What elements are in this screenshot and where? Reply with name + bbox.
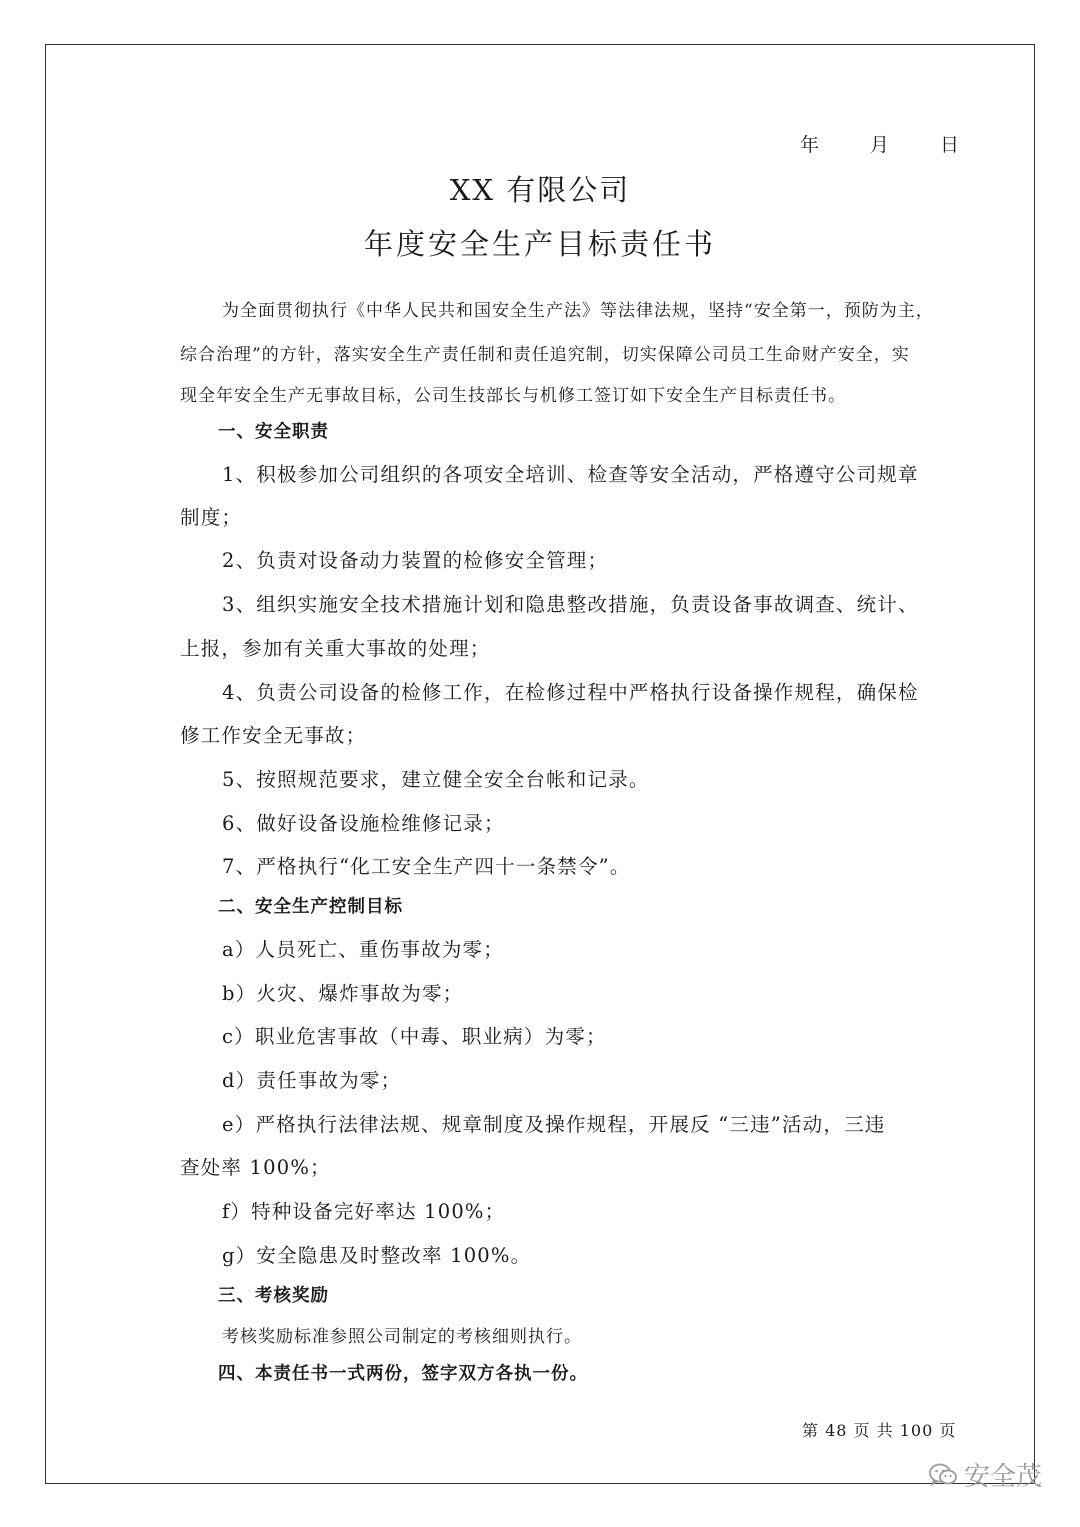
date-year-label: 年 — [800, 134, 821, 156]
date-day-label: 日 — [939, 134, 960, 156]
document-title: 年度安全生产目标责任书 — [363, 227, 716, 261]
intro-line-1: 为全面贯彻执行《中华人民共和国安全生产法》等法律法规，坚持“安全第一，预防为主， — [222, 301, 934, 321]
target-d: d）责任事故为零； — [222, 1069, 402, 1092]
section-3-text: 考核奖励标准参照公司制定的考核细则执行。 — [222, 1327, 582, 1347]
target-f: f）特种设备完好率达 100%； — [222, 1200, 506, 1223]
duty-item-3-line-1: 3、组织实施安全技术措施计划和隐患整改措施，负责设备事故调查、统计、 — [222, 593, 919, 616]
duty-item-3-line-2: 上报，参加有关重大事故的处理； — [180, 637, 491, 660]
duty-item-7: 7、严格执行“化工安全生产四十一条禁令”。 — [222, 855, 631, 878]
watermark-text: 安全茂 — [964, 1462, 1043, 1492]
page-number: 第 48 页 共 100 页 — [802, 1421, 957, 1440]
duty-item-1-line-1: 1、积极参加公司组织的各项安全培训、检查等安全活动，严格遵守公司规章 — [222, 463, 919, 486]
intro-line-2: 综合治理”的方针，落实安全生产责任制和责任追究制，切实保障公司员工生命财产安全，实 — [180, 345, 910, 365]
section-2-heading: 二、安全生产控制目标 — [218, 897, 403, 917]
duty-item-6: 6、做好设备设施检维修记录； — [222, 812, 505, 835]
target-e-line-1: e）严格执行法律法规、规章制度及操作规程，开展反 “三违”活动，三违 — [222, 1113, 886, 1136]
intro-line-3: 现全年安全生产无事故目标，公司生技部长与机修工签订如下安全生产目标责任书。 — [180, 386, 846, 406]
duty-item-5: 5、按照规范要求，建立健全安全台帐和记录。 — [222, 768, 650, 791]
target-a: a）人员死亡、重伤事故为零； — [222, 938, 504, 961]
company-title: XX 有限公司 — [449, 173, 631, 207]
wechat-icon — [928, 1462, 958, 1488]
section-1-heading: 一、安全职责 — [218, 422, 329, 442]
duty-item-2: 2、负责对设备动力装置的检修安全管理； — [222, 549, 609, 572]
date-month-label: 月 — [869, 134, 890, 156]
duty-item-4-line-1: 4、负责公司设备的检修工作，在检修过程中严格执行设备操作规程，确保检 — [222, 681, 919, 704]
section-4-heading: 四、本责任书一式两份，签字双方各执一份。 — [218, 1364, 588, 1384]
target-c: c）职业危害事故（中毒、职业病）为零； — [222, 1025, 607, 1048]
date-line — [800, 130, 960, 157]
duty-item-4-line-2: 修工作安全无事故； — [180, 724, 367, 747]
section-3-heading: 三、考核奖励 — [218, 1286, 329, 1306]
target-b: b）火灾、爆炸事故为零； — [222, 982, 464, 1005]
watermark — [928, 1456, 1042, 1493]
target-e-line-2: 查处率 100%； — [180, 1156, 331, 1179]
target-g: g）安全隐患及时整改率 100%。 — [222, 1244, 532, 1267]
duty-item-1-line-2: 制度； — [180, 506, 243, 529]
